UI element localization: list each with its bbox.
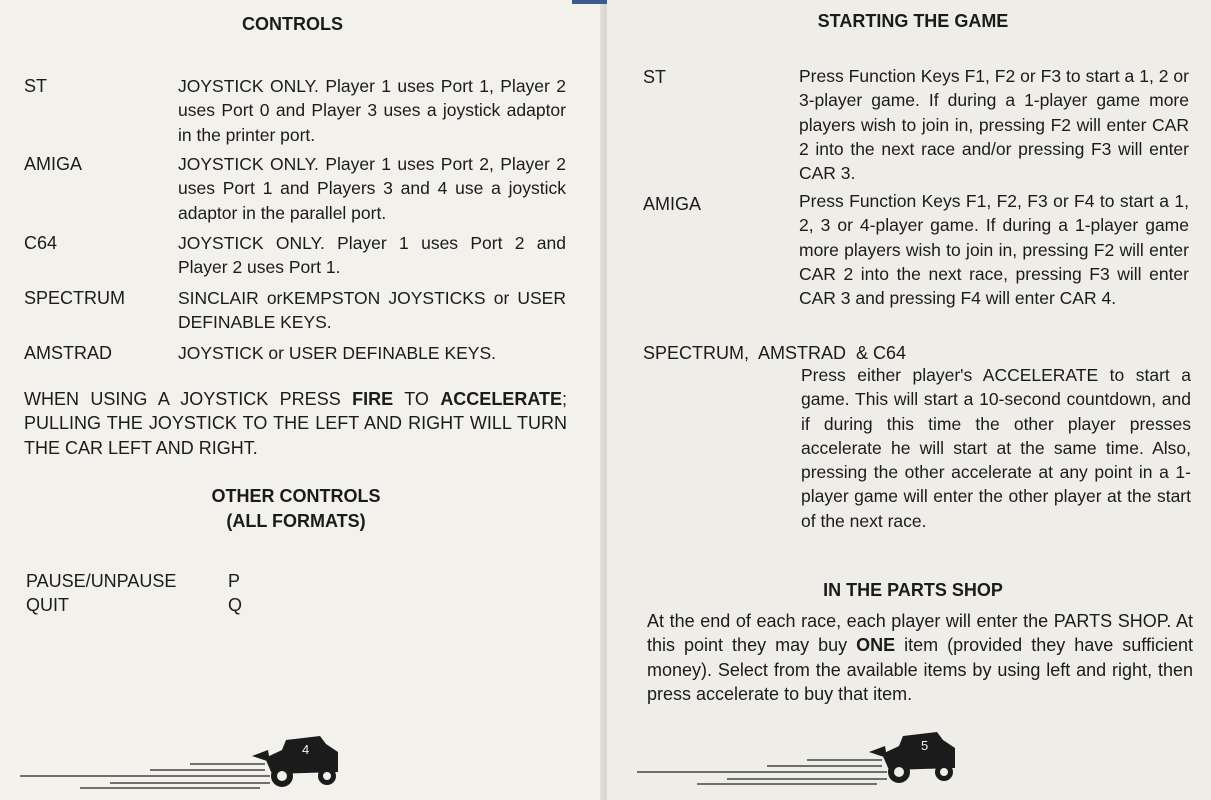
joystick-note-accelerate: ACCELERATE — [440, 389, 562, 409]
right-page — [607, 0, 1211, 800]
controls-title: CONTROLS — [242, 14, 343, 34]
platform-label-amiga: AMIGA — [24, 154, 83, 174]
platform-text-amstrad: JOYSTICK or USER DEFINABLE KEYS. — [178, 343, 496, 363]
joystick-note — [24, 387, 567, 460]
start-label-spectrum-amstrad-c64: SPECTRUM, AMSTRAD & C64 — [643, 343, 907, 363]
platform-text-amiga: JOYSTICK ONLY. Player 1 uses Port 2, Player 2 uses Port 1 and Players 3 and 4 use a joystick adaptor in the parallel port. — [178, 154, 566, 223]
key-value-quit: Q — [228, 595, 243, 615]
car-icon — [252, 736, 338, 787]
start-text-amiga: Press Function Keys F1, F2, F3 or F4 to start a 1, 2, 3 or 4-player game. If during a 1-player game more players wish to join in, pressing F2 will enter CAR 2 into the next race, pressing F3 will enter CAR 3 and pressing F4 will enter CAR 4. — [799, 191, 1189, 309]
platform-label-st: ST — [24, 76, 48, 96]
other-controls-title: OTHER CONTROLS — [211, 486, 381, 506]
parts-shop-title: IN THE PARTS SHOP — [823, 580, 1003, 600]
platform-label-c64: C64 — [24, 233, 58, 253]
other-controls-subtitle: (ALL FORMATS) — [226, 511, 366, 531]
car-logo-right — [637, 728, 967, 794]
speed-lines-icon — [637, 760, 887, 784]
car-icon — [869, 732, 955, 783]
joystick-note-part2: TO — [393, 389, 441, 409]
parts-shop-one: ONE — [856, 635, 896, 656]
platform-text-c64: JOYSTICK ONLY. Player 1 uses Port 2 and Player 2 uses Port 1. — [178, 233, 566, 278]
start-text-spectrum-amstrad-c64: Press either player's ACCELERATE to start a game. This will start a 10-second countdown, and if during this time the other player presses accelerate he will start at the same time. Also, pressing the other accelerate at any point in a 1-player game will enter the other player at the start of the next race. — [801, 365, 1191, 531]
joystick-note-part1: WHEN USING A JOYSTICK PRESS — [24, 389, 353, 409]
key-action-pause: PAUSE/UNPAUSE — [26, 571, 177, 591]
key-value-pause: P — [228, 571, 241, 591]
joystick-note-part3: ; PULLING THE JOYSTICK TO THE LEFT AND RIGHT WILL TURN THE CAR LEFT AND RIGHT. — [24, 389, 567, 458]
platform-text-spectrum: SINCLAIR orKEMPSTON JOYSTICKS or USER DEFINABLE KEYS. — [178, 288, 566, 333]
start-label-st: ST — [643, 67, 667, 87]
parts-shop-text — [647, 609, 1193, 706]
joystick-note-fire: FIRE — [352, 389, 394, 409]
platform-text-st: JOYSTICK ONLY. Player 1 uses Port 1, Player 2 uses Port 0 and Player 3 uses a joystick adaptor in the printer port. — [178, 76, 566, 145]
start-text-st: Press Function Keys F1, F2 or F3 to start a 1, 2 or 3-player game. If during a 1-player game more players wish to join in, pressing F2 will enter CAR 2 into the next race and/or pressing F3 will enter CAR 3. — [799, 66, 1189, 184]
parts-shop-part2: item (provided they have sufficient money). Select from the available items by using left and right, then press accelerate to buy that item. — [647, 635, 1193, 704]
platform-label-spectrum: SPECTRUM — [24, 288, 126, 308]
left-page — [0, 0, 603, 800]
starting-game-title: STARTING THE GAME — [817, 11, 1009, 31]
platform-label-amstrad: AMSTRAD — [24, 343, 113, 363]
page-number-left: 4 — [302, 742, 310, 757]
key-action-quit: QUIT — [26, 595, 69, 615]
speed-lines-icon — [20, 764, 270, 788]
page-number-right: 5 — [921, 738, 929, 753]
car-logo-left — [20, 730, 350, 796]
start-label-amiga: AMIGA — [643, 194, 702, 214]
parts-shop-part1: At the end of each race, each player will enter the PARTS SHOP. At this point they may buy — [647, 611, 1193, 656]
